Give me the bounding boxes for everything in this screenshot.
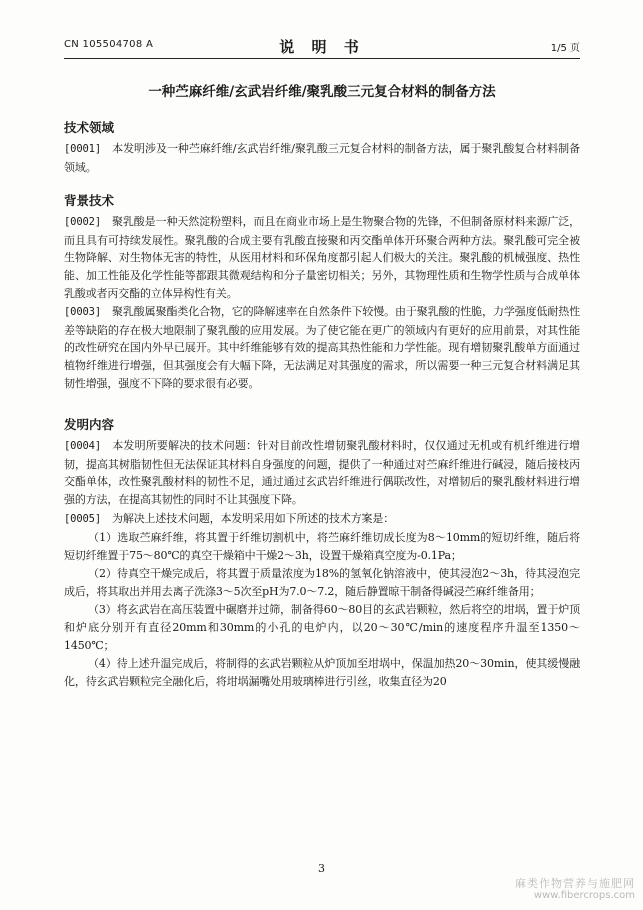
page-number: 3 — [318, 862, 325, 875]
document-title: 一种苎麻纤维/玄武岩纤维/聚乳酸三元复合材料的制备方法 — [148, 84, 496, 100]
paragraph-tag: [0004] — [64, 440, 102, 453]
section-heading-background: 背景技术 — [64, 193, 115, 209]
watermark-site-name: 麻类作物营养与施肥网 — [515, 877, 635, 890]
paragraph-0002 — [64, 213, 580, 302]
paragraph-tag: [0005] — [64, 512, 102, 525]
watermark — [515, 878, 635, 902]
paragraph-0003 — [64, 303, 580, 392]
page-header — [64, 36, 580, 54]
section-heading-content: 发明内容 — [64, 417, 115, 433]
document-type: 说 明 书 — [279, 38, 365, 56]
paragraph-text: 本发明所要解决的技术问题：针对目前改性增韧聚乳酸材料时，仅仅通过无机或有机纤维进行增韧，提高其树脂韧性但无法保证其材料自身强度的问题，提供了一种通过对苎麻纤维进行碱浸，随后接枝丙交酯单体，改性聚乳酸材料的韧性不足，通过通过玄武岩纤维进行偶联改性，对增韧后的聚乳酸材料进行增强的方法，在提高其韧性的同时不让其强度下降。 — [64, 439, 580, 506]
paragraph-tag: [0001] — [64, 143, 102, 155]
patent-number: CN 105504708 A — [64, 39, 154, 50]
paragraph-text: 为解决上述技术问题，本发明采用如下所述的技术方案是： — [112, 511, 395, 525]
paragraph-0001 — [64, 140, 580, 176]
paragraph-text: 聚乳酸属聚酯类化合物，它的降解速率在自然条件下较慢。由于聚乳酸的性脆，力学强度低耐热性差等缺陷的存在极大地限制了聚乳酸的应用发展。为了使它能在更广的领域内有更好的应用前景，对其性能的改性研究在国内外早已展开。其中纤维能够有效的提高其热性能和力学性能。现有增韧聚乳酸单方面通过植物纤维进行增强，但其强度会有大幅下降，无法满足对其强度的需求，所以需要一种三元复合材料满足其韧性增强，强度不下降的要求很有必要。 — [64, 305, 580, 390]
method-step-1: （1）选取苎麻纤维，将其置于纤维切割机中，将苎麻纤维切成长度为8～10mm的短切纤维，随后将短切纤维置于75～80℃的真空干燥箱中干燥2～3h，设置干燥箱真空度为-0.1Pa； — [64, 531, 580, 562]
section-heading-tech-field: 技术领域 — [64, 120, 115, 135]
paragraph-text: 本发明涉及一种苎麻纤维/玄武岩纤维/聚乳酸三元复合材料的制备方法，属于聚乳酸复合材料制备领域。 — [64, 142, 580, 174]
page-indicator: 1/5 页 — [550, 43, 580, 54]
header-divider — [64, 58, 580, 59]
method-step-3: （3）将玄武岩在高压装置中碾磨并过筛，制备得60～80目的玄武岩颗粒，然后将空的坩埚，置于炉顶和炉底分别开有直径20mm和30mm的小孔的电炉内，以20～30℃/min的速度程序升温至1350～1450℃； — [64, 603, 580, 652]
paragraph-0005 — [64, 510, 580, 529]
document-body — [64, 118, 580, 691]
method-step-2: （2）待真空干燥完成后，将其置于质量浓度为18%的氢氧化钠溶液中，使其浸泡2～3h，待其浸泡完成后，将其取出并用去离子洗涤3～5次至pH为7.0～7.2，随后静置晾干制备得碱浸苎麻纤维备用； — [64, 567, 580, 598]
paragraph-0004 — [64, 437, 580, 508]
watermark-url: www.fibercrops.com — [533, 890, 635, 901]
method-step-4: （4）待上述升温完成后，将制得的玄武岩颗粒从炉顶加至坩埚中，保温加热20～30min，使其缓慢融化，待玄武岩颗粒完全融化后，将坩埚漏嘴处用玻璃棒进行引丝，收集直径为20 — [64, 657, 580, 688]
paragraph-tag: [0003] — [64, 306, 102, 319]
paragraph-text: 聚乳酸是一种天然淀粉塑料，而且在商业市场上是生物聚合物的先锋，不但制备原材料来源广泛，而且具有可持续发展性。聚乳酸的合成主要有乳酸直接聚和丙交酯单体开环聚合两种方法。聚乳酸可完全被生物降解、对生物体无害的特性，从医用材料和环保角度都引起人们极大的关注。聚乳酸的机械强度、热性能、加工性能及化学性能等都跟其微观结构和分子量密切相关；另外，其物理性质和生物学性质与合成单体乳酸或者丙交酯的立体异构性有关。 — [64, 215, 580, 300]
paragraph-tag: [0002] — [64, 216, 102, 229]
